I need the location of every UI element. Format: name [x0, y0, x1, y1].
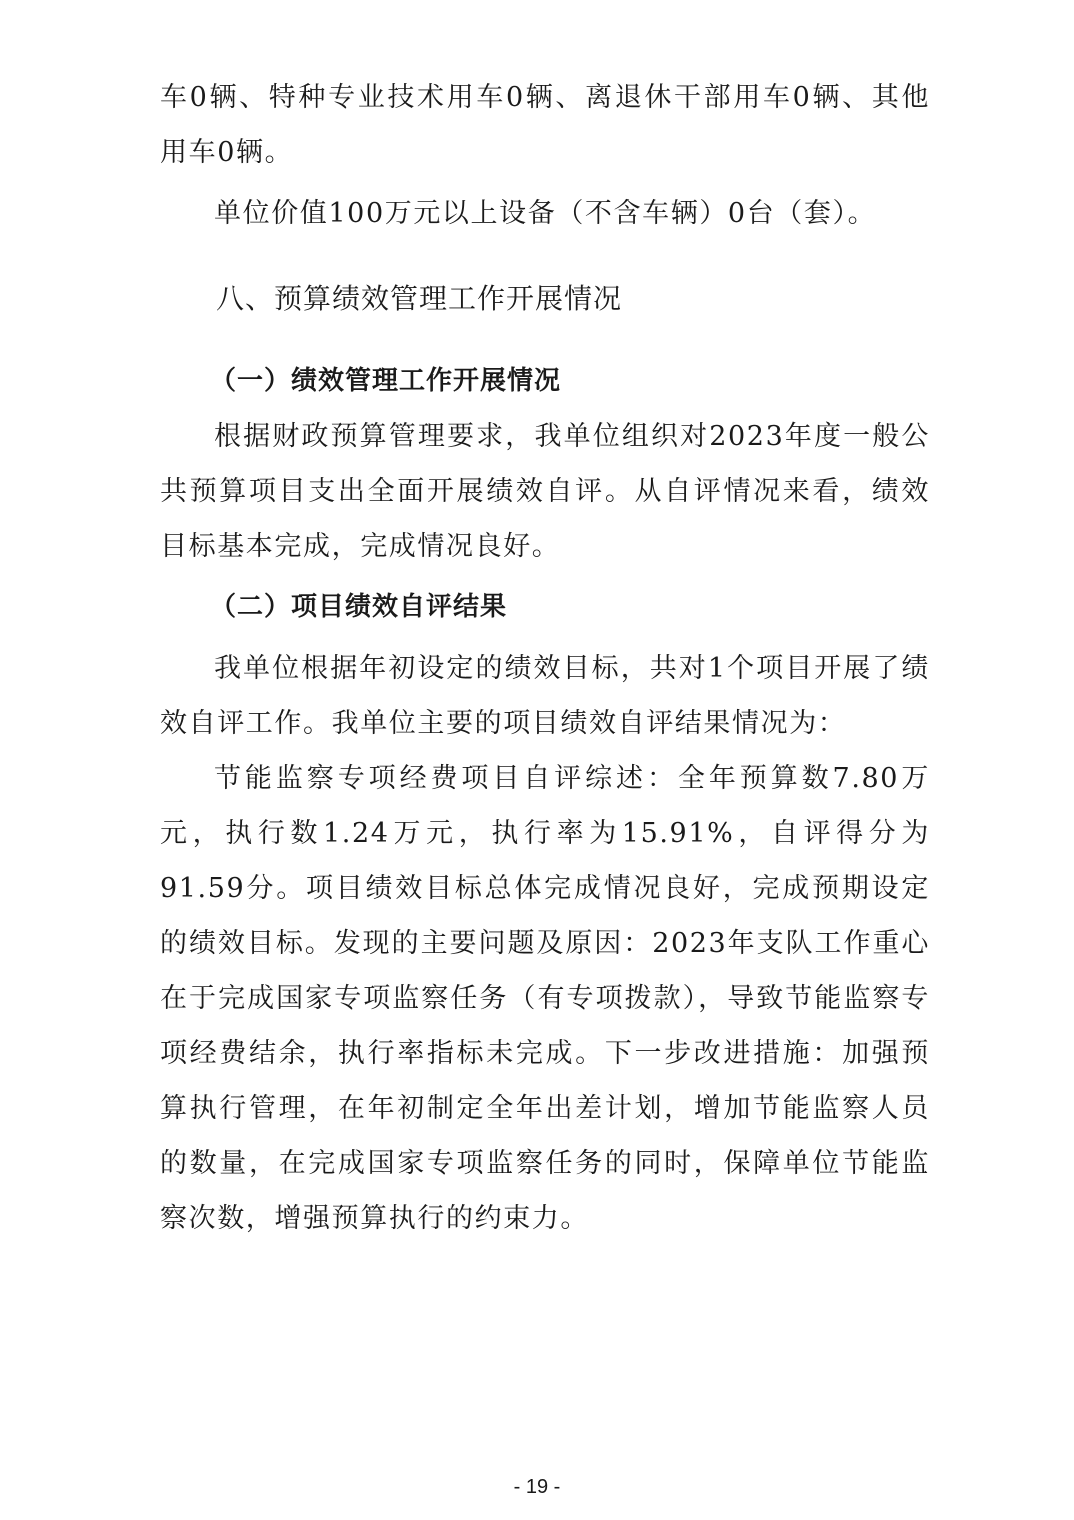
- paragraph-vehicles-continued: 车0辆、特种专业技术用车0辆、离退休干部用车0辆、其他用车0辆。: [160, 82, 930, 168]
- paragraph-self-evaluation-intro: 我单位根据年初设定的绩效目标，共对1个项目开展了绩效自评工作。我单位主要的项目绩效自评结果情况为：: [160, 653, 930, 739]
- subsection-heading-8-2: （二）项目绩效自评结果: [210, 592, 508, 622]
- paragraph-project-summary: 节能监察专项经费项目自评综述：全年预算数7.80万元，执行数1.24万元，执行率为15.91%，自评得分为91.59分。项目绩效目标总体完成情况良好，完成预期设定的绩效目标。发现的主要问题及原因：2023年支队工作重心在于完成国家专项监察任务（有专项拨款），导致节能监察专项经费结余，执行率指标未完成。下一步改进措施：加强预算执行管理，在年初制定全年出差计划，增加节能监察人员的数量，在完成国家专项监察任务的同时，保障单位节能监察次数，增强预算执行的约束力。: [160, 763, 930, 1234]
- document-body: [160, 70, 930, 1246]
- section-heading-8: 八、预算绩效管理工作开展情况: [216, 282, 623, 315]
- paragraph-equipment: 单位价值100万元以上设备（不含车辆）0台（套）。: [214, 198, 877, 229]
- paragraph-performance-management: 根据财政预算管理要求，我单位组织对2023年度一般公共预算项目支出全面开展绩效自评。从自评情况来看，绩效目标基本完成，完成情况良好。: [160, 421, 930, 562]
- page-number: - 19 -: [513, 1476, 561, 1498]
- subsection-heading-8-1: （一）绩效管理工作开展情况: [210, 366, 562, 396]
